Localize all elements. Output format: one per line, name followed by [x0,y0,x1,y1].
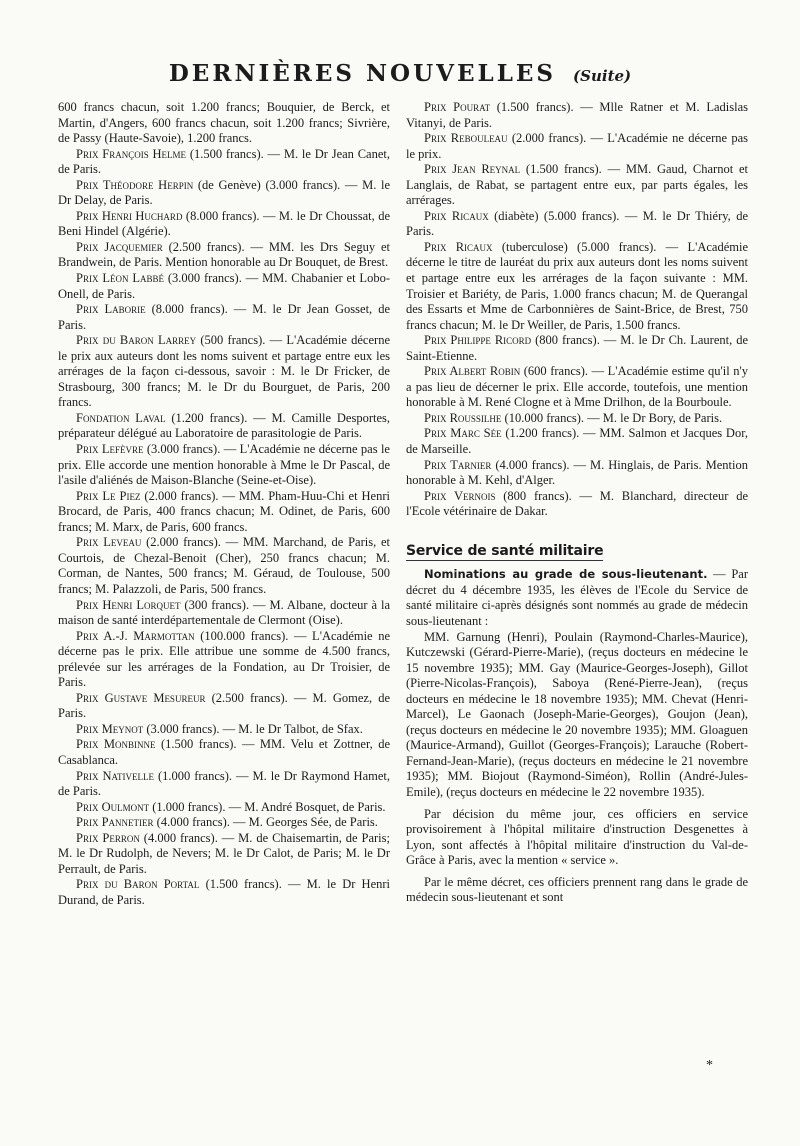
prize-text: (1.500 francs). — MM. Velu et Zottner, de Casablanca. [58,737,391,767]
prize-name: Prix Jacquemier [76,239,163,254]
prize-text: (800 francs). — M. le Dr Ch. Laurent, de Saint-Etienne. [406,333,748,363]
prize-entry [406,458,748,489]
prize-name: Fondation Laval [76,410,166,425]
prize-text: (2.000 francs). — MM. Pham-Huu-Chi et Henri Brocard, de Paris, 400 francs chacun; M. Odinet, de Paris, 600 francs; M. Marx, de Paris, 600 francs. [58,488,390,534]
prize-name: Prix Monbinne [76,737,156,752]
prize-name: Prix Rebouleau [424,131,508,146]
prize-text: (4.000 francs). — M. Georges Sée, de Paris. [153,815,378,830]
prize-name: Prix Théodore Herpin [76,177,194,192]
prize-entry [58,629,390,691]
prize-text: (500 francs). — L'Académie décerne le prix aux auteurs dont les noms suivent et partage entre eux les arrérages de la façon ci-dessous, savoir : M. le Dr Fricker, de Strasbourg, 300 francs; M. le Dr du Bourguet, de Paris, 200 francs. [58,333,390,410]
prize-name: Prix Gustave Mesureur [76,690,206,705]
prize-text: (2.000 francs). — MM. Marchand, de Paris, et Courtois, de Chezal-Benoit (Cher), 250 francs chacun; M. Corman, de Nantes, 500 francs; M. Géraud, de Toulouse, 500 francs; M. Palazzoli, de Paris, 500 francs. [58,535,390,596]
section-paragraph-3: Par décision du même jour, ces officiers en service provisoirement à l'hôpital militaire d'instruction Desgenettes à Lyon, sont affectés à l'hôpital militaire d'instruction du Val-de-Grâce à Paris, avec la mention « service ». [406,806,748,868]
section-paragraph-1-text: — Par décret du 4 décembre 1935, les élèves de l'Ecole du Service de santé militaire ci-après désignés sont nommés au grade de médecin sous-lieutenant : [406,567,748,628]
prize-text: (1.500 francs). — M. le Dr Jean Canet, de Paris. [58,146,391,177]
prize-name: Prix Perron [76,830,140,845]
prize-entry [58,800,390,816]
prize-entry [58,209,390,240]
prize-name: Prix Le Piez [76,488,141,503]
prize-entry [406,100,748,131]
prize-entry [58,769,390,800]
prize-text: (2.500 francs). — MM. les Drs Seguy et Brandwein, de Paris. Mention honorable au Dr Bouquet, de Brest. [58,239,390,270]
prize-text: (4.000 francs). — M. Hinglais, de Paris. Mention honorable à M. Kehl, d'Alger. [406,457,748,488]
prize-text: (1.500 francs). — M. le Dr Henri Durand, de Paris. [58,877,390,907]
prize-entry [58,100,390,147]
prize-text: (300 francs). — M. Albane, docteur à la maison de santé interdépartementale de Clermont (Oise). [58,597,391,628]
right-column [406,100,748,906]
prize-text: (600 francs). — L'Académie estime qu'il n'y a pas lieu de décerner le prix. Elle accorde, toutefois, une mention honorable à M. René Clogne et à Mme Drilhon, de la Bourboule. [406,364,748,410]
prize-name: Prix Lefèvre [76,442,144,457]
prize-entry [58,147,390,178]
prize-name: Prix Roussilhe [424,410,502,425]
prize-entry [58,489,390,536]
prize-entry [58,240,390,271]
prize-name: Prix Laborie [76,302,146,317]
section-paragraph-1 [406,567,748,629]
prize-entry [406,131,748,162]
prize-entry [406,240,748,333]
prize-text: 600 francs chacun, soit 1.200 francs; Bouquier, de Berck, et Martin, d'Angers, 600 francs chacun, soit 1.200 francs; Sivrière, de Passy (Haute-Savoie), 1.200 francs. [58,100,390,146]
prize-entry [58,691,390,722]
prize-text: (2.500 francs). — M. Gomez, de Paris. [58,690,391,721]
prize-name: Prix Philippe Ricord [424,333,532,348]
prize-entry [406,489,748,520]
footer-star: * [706,1058,713,1073]
prize-name: Prix du Baron Larrey [76,333,197,348]
prize-text: (1.500 francs). — Mlle Ratner et M. Ladislas Vitanyi, de Paris. [406,100,748,130]
prize-list-right [406,100,748,520]
prize-entry [58,815,390,831]
prize-name: Prix du Baron Portal [76,877,200,892]
prize-name: Prix Henri Lorquet [76,597,181,612]
prize-text: (8.000 francs). — M. le Dr Jean Gosset, de Paris. [58,302,390,332]
prize-text: (1.200 francs). — M. Camille Desportes, préparateur délégué au Laboratoire de parasitologie de Paris. [58,410,390,441]
prize-entry [58,535,390,597]
prize-text: (800 francs). — M. Blanchard, directeur de l'Ecole vétérinaire de Dakar. [406,488,748,519]
prize-name: Prix Pannetier [76,815,154,830]
prize-entry [406,364,748,411]
prize-name: Prix Ricaux [424,208,489,223]
prize-name: Prix Léon Labbé [76,271,164,286]
prize-name: Prix Nativelle [76,768,154,783]
prize-entry [406,333,748,364]
prize-entry [58,722,390,738]
prize-text: (3.000 francs). — L'Académie ne décerne pas le prix. Elle accorde une mention honorable à Mme le Dr Pascal, de l'asile d'aliénés de Maison-Blanche (Seine-et-Oise). [58,442,390,488]
header-suite: (Suite) [573,67,632,85]
prize-entry [58,831,390,878]
prize-name: Prix François Helme [76,146,187,161]
prize-entry [58,333,390,411]
prize-text: (3.000 francs). — M. le Dr Talbot, de Sfax. [143,721,363,736]
prize-entry [406,162,748,209]
prize-name: Prix Albert Robin [424,364,521,379]
prize-name: Prix Ricaux [424,239,493,254]
prize-text: (tuberculose) (5.000 francs). — L'Académie décerne le titre de lauréat du prix aux auteurs dont les noms suivent et partage entre eux les arrérages de la façon suivante : MM. Troisier et Bariéty, de Paris, 1.000 francs chacun; M. de Querangal des Essarts et Mme de Carbonnières de Saint-Brice, de Brest, 750 francs chacun; M. le Dr Weiller, de Paris, 1.500 francs. [406,239,748,332]
prize-entry [406,209,748,240]
prize-entry [406,426,748,457]
section-paragraph-4: Par le même décret, ces officiers prennent rang dans le grade de médecin sous-lieutenant et sont [406,874,748,905]
prize-name: Prix Jean Reynal [424,162,521,177]
prize-text: (1.000 francs). — M. le Dr Raymond Hamet, de Paris. [58,768,390,799]
prize-text: (1.500 francs). — MM. Gaud, Charnot et Langlais, de Rabat, se partagent entre eux, par parts égales, les arrérages. [406,162,748,208]
prize-entry [406,411,748,427]
section-paragraph-2: MM. Garnung (Henri), Poulain (Raymond-Charles-Maurice), Kutczewski (Gérard-Pierre-Marie), (reçus docteurs en médecine le 15 novembre 1935); MM. Gay (Maurice-Georges-Joseph), Gillot (Pierre-Nicolas-François), Saboya (René-Pierre-Jean), (reçus docteurs en médecine le 18 novembre 1935); MM. Chevat (Henri-Marcel), Le Gaonach (Joseph-Marie-Georges), Goujon (Jean), (reçus docteurs en médecine le 20 novembre 1935); MM. Gloaguen (Maurice-Armand), Guillot (Georges-François); Larauche (Robert-Fernand-Jean-Marie), (reçus docteurs en médecine le 21 novembre 1935); MM. Biojout (Raymond-Siméon), Rollin (André-Jules-Emile), (reçus docteurs en médecine le 22 novembre 1935). [406,629,748,799]
prize-text: (de Genève) (3.000 francs). — M. le Dr Delay, de Paris. [58,177,391,208]
prize-entry [58,302,390,333]
prize-name: Prix Henri Huchard [76,208,183,223]
prize-entry [58,442,390,489]
prize-name: Prix Meynot [76,721,144,736]
header-title: DERNIÈRES NOUVELLES [168,60,557,87]
prize-text: (diabète) (5.000 francs). — M. le Dr Thiéry, de Paris. [406,208,748,239]
prize-text: (4.000 francs). — M. de Chaisemartin, de Paris; M. le Dr Rudolph, de Nevers; M. le Dr Calot, de Paris; M. le Dr Perrault, de Paris. [58,830,390,876]
left-column [58,100,390,908]
prize-entry [58,271,390,302]
prize-entry [58,178,390,209]
prize-entry [58,737,390,768]
prize-entry [58,877,390,908]
prize-name: Prix Oulmont [76,799,150,814]
prize-text: (10.000 francs). — M. le Dr Bory, de Paris. [501,410,723,425]
prize-text: (100.000 francs). — L'Académie ne décerne pas le prix. Elle attribue une somme de 4.500 francs, prélevée sur les arrérages de la Fondation, au Dr Troisier, de Paris. [58,628,390,690]
prize-text: (2.000 francs). — L'Académie ne décerne pas le prix. [406,131,748,161]
prize-name: Prix Pourat [424,100,491,114]
section-title: Service de santé militaire [406,544,603,562]
prize-name: Prix Tarnier [424,457,492,472]
prize-entry [58,411,390,442]
prize-text: (3.000 francs). — MM. Chabanier et Lobo-Onell, de Paris. [58,271,390,301]
prize-text: (8.000 francs). — M. le Dr Choussat, de Beni Hindel (Algérie). [58,208,390,239]
prize-entry [58,598,390,629]
prize-name: Prix Marc Sée [424,426,502,441]
prize-text: (1.000 francs). — M. André Bosquet, de Paris. [149,799,386,814]
prize-name: Prix Leveau [76,535,142,550]
section-subhead: Nominations au grade de sous-lieutenant. [424,567,708,582]
prize-name: Prix Vernois [424,488,496,503]
prize-text: (1.200 francs). — MM. Salmon et Jacques Dor, de Marseille. [406,426,748,457]
prize-name: Prix A.-J. Marmottan [76,628,195,643]
page-header [0,60,800,87]
